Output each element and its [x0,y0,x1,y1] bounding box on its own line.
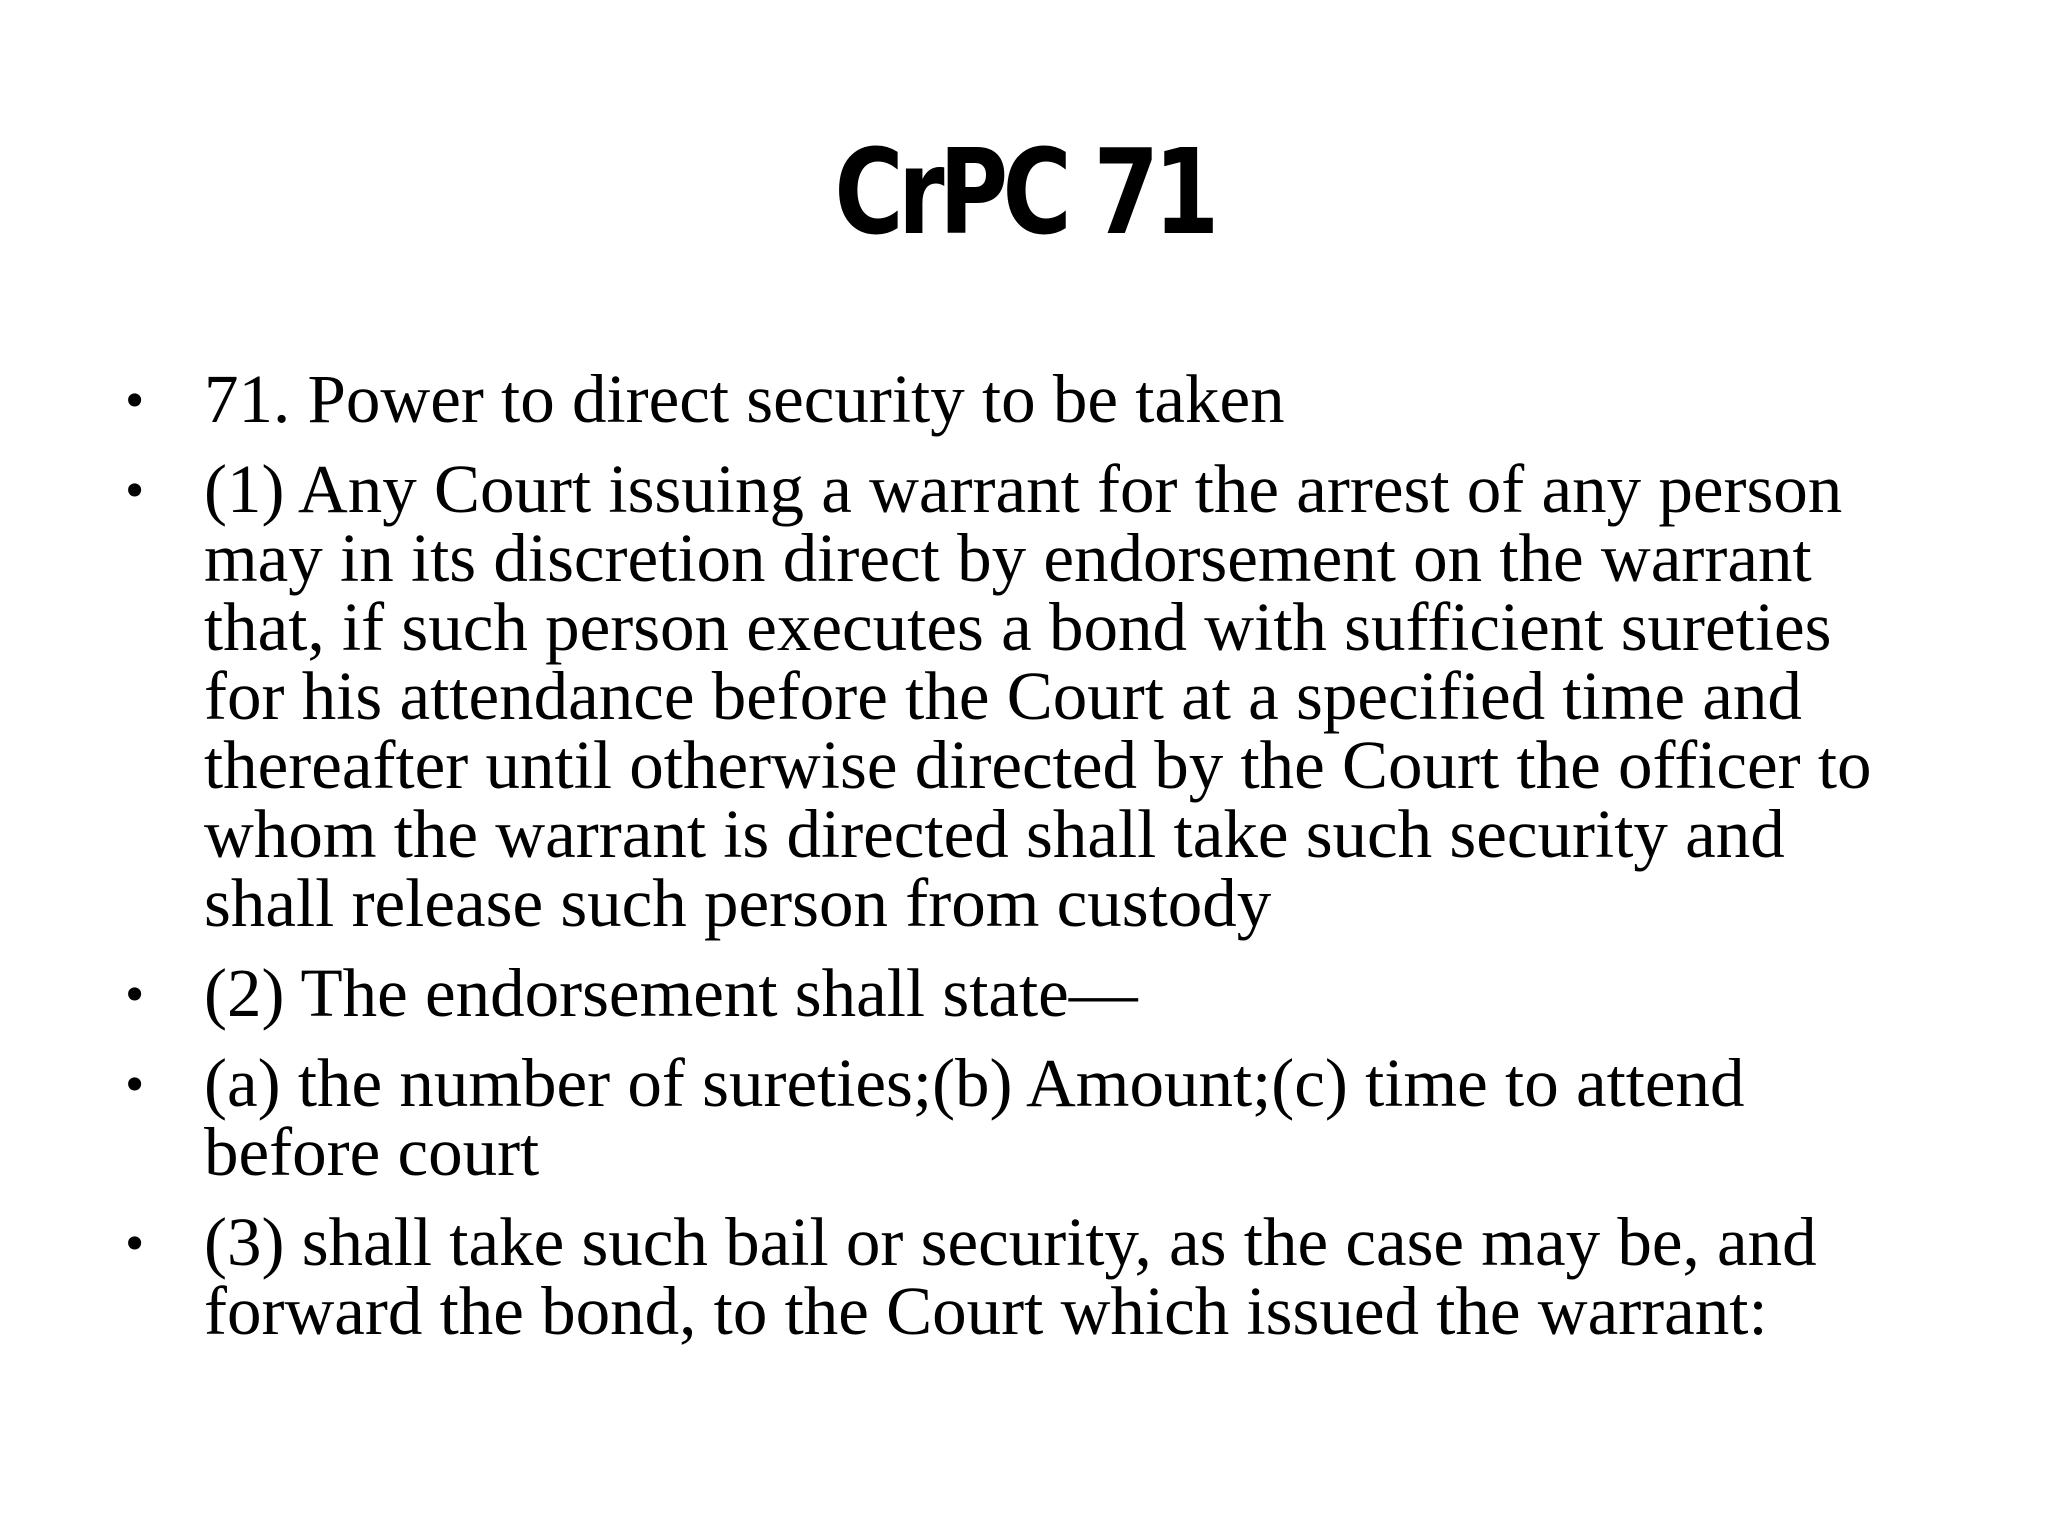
bullet-text: (1) Any Court issuing a warrant for the arrest of any person may in its discretion direct by endorsement on the warrant that, if such person executes a bond with sufficient sureties for his attendance before the Court at a specified time and thereafter until otherwise directed by the Court the officer to whom the warrant is directed shall take such security and shall release such person from custody [204,451,1872,941]
bullet-dot-icon: • [125,369,145,430]
bullet-item [112,1204,1992,1349]
slide-title: CrPC 71 [834,123,1214,261]
bullet-text: (a) the number of sureties;(b) Amount;(c) time to attend before court [204,1045,1745,1190]
bullet-dot-icon: • [125,1212,145,1273]
bullet-text: (3) shall take such bail or security, as the case may be, and forward the bond, to the Court which issued the warrant: [204,1204,1817,1349]
bullet-text: (2) The endorsement shall state— [204,955,1138,1031]
bullet-text: 71. Power to direct security to be taken [204,361,1285,437]
bullet-item [112,955,1992,1031]
bullet-dot-icon: • [125,963,145,1024]
bullet-dot-icon: • [125,459,145,520]
bullet-item [112,361,1992,437]
bullet-item [112,1045,1992,1190]
bullet-dot-icon: • [125,1053,145,1114]
bullet-item [112,451,1992,941]
bullet-list [112,361,1992,1362]
